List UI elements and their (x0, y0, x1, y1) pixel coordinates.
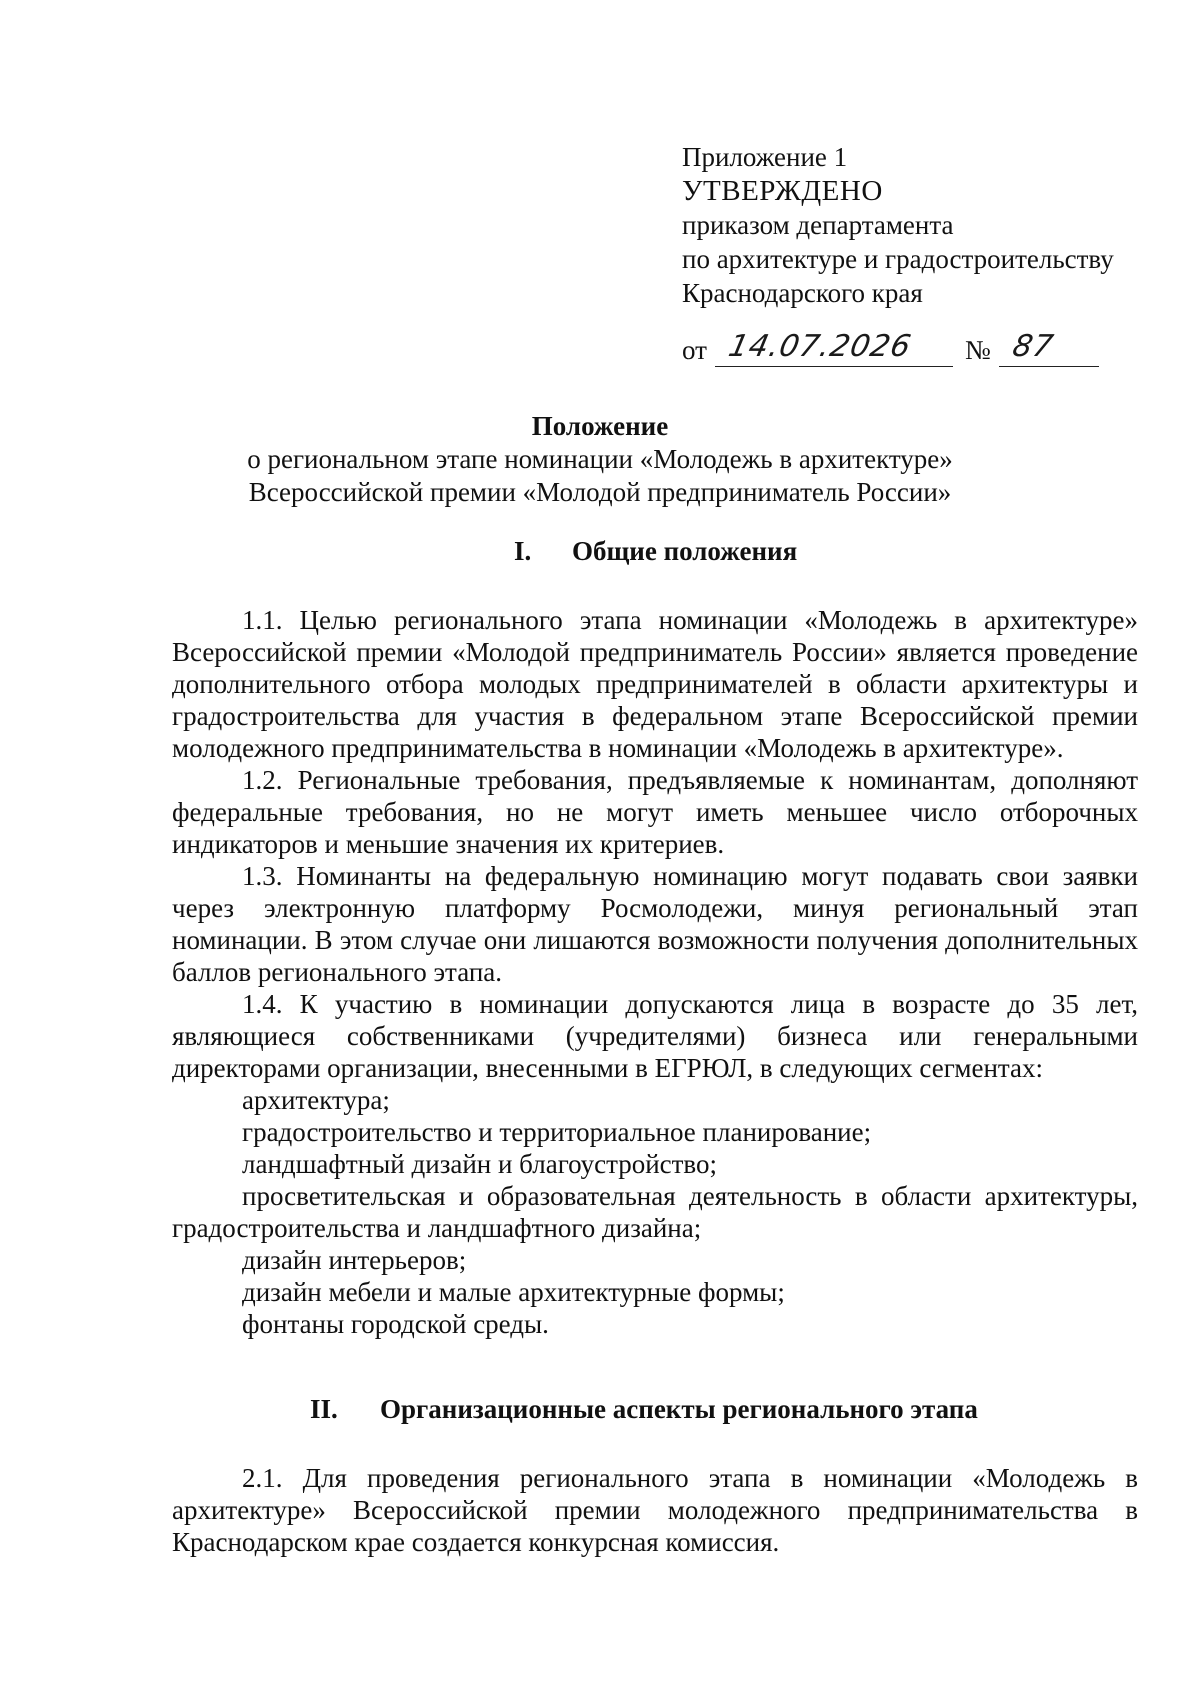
segment-item: ландшафтный дизайн и благоустройство; (242, 1149, 717, 1179)
paragraph-1-1: 1.1. Целью регионального этапа номинации «Молодежь в архитектуре» Всероссийской премии «Молодой предприниматель России» является проведение дополнительного отбора молодых предпринимателей в области архитектуры и градостроительства для участия в федеральном этапе Всероссийской премии молодежного предпринимательства в номинации «Молодежь в архитектуре». (172, 605, 1138, 763)
handwritten-date: 14.07.2026 (725, 329, 915, 364)
segment-item: дизайн мебели и малые архитектурные формы; (242, 1277, 785, 1307)
segment-item: архитектура; (242, 1085, 390, 1115)
approval-line-2: по архитектуре и градостроительству (682, 244, 1114, 274)
paragraph-1-2: 1.2. Региональные требования, предъявляемые к номинантам, дополняют федеральные требования, но не могут иметь меньшее число отборочных индикаторов и меньшие значения их критериев. (172, 765, 1138, 859)
date-field (715, 329, 953, 367)
title-subtitle-2: Всероссийской премии «Молодой предприниматель России» (248, 477, 952, 507)
approval-block (682, 140, 1172, 367)
paragraph-1-3: 1.3. Номинанты на федеральную номинацию могут подавать свои заявки через электронную платформу Росмолодежи, минуя региональный этап номинации. В этом случае они лишаются возможности получения дополнительных баллов регионального этапа. (172, 861, 1138, 987)
appendix-label: Приложение 1 (682, 142, 848, 172)
order-reference (682, 329, 1172, 367)
paragraph-1-4: 1.4. К участию в номинации допускаются лица в возрасте до 35 лет, являющиеся собственниками (учредителями) бизнеса или генеральными директорами организации, внесенными в ЕГРЮЛ, в следующих сегментах: (172, 989, 1138, 1083)
number-field (999, 329, 1099, 367)
segment-item: просветительская и образовательная деятельность в области архитектуры, градостроительства и ландшафтного дизайна; (172, 1181, 1138, 1243)
number-prefix: № (964, 335, 991, 365)
document-title (0, 410, 1200, 509)
section-1-number: I. (514, 536, 532, 566)
section-1-title: Общие положения (572, 536, 798, 566)
approval-line-3: Краснодарского края (682, 278, 923, 308)
section-2-number: II. (310, 1394, 338, 1424)
title-subtitle-1: о региональном этапе номинации «Молодежь в архитектуре» (247, 444, 953, 474)
date-prefix: от (682, 335, 707, 365)
section-2-title: Организационные аспекты регионального этапа (380, 1394, 978, 1424)
handwritten-number: 87 (1009, 329, 1057, 364)
section-2-body (172, 1462, 1138, 1558)
segment-item: фонтаны городской среды. (242, 1309, 549, 1339)
segment-item: дизайн интерьеров; (242, 1245, 467, 1275)
title-main: Положение (531, 411, 669, 441)
approval-line-1: приказом департамента (682, 210, 954, 240)
segment-item: градостроительство и территориальное планирование; (242, 1117, 872, 1147)
approved-label: УТВЕРЖДЕНО (682, 175, 883, 207)
paragraph-2-1: 2.1. Для проведения регионального этапа в номинации «Молодежь в архитектуре» Всероссийской премии молодежного предпринимательства в Краснодарском крае создается конкурсная комиссия. (172, 1463, 1138, 1557)
section-1-body (172, 604, 1138, 1340)
